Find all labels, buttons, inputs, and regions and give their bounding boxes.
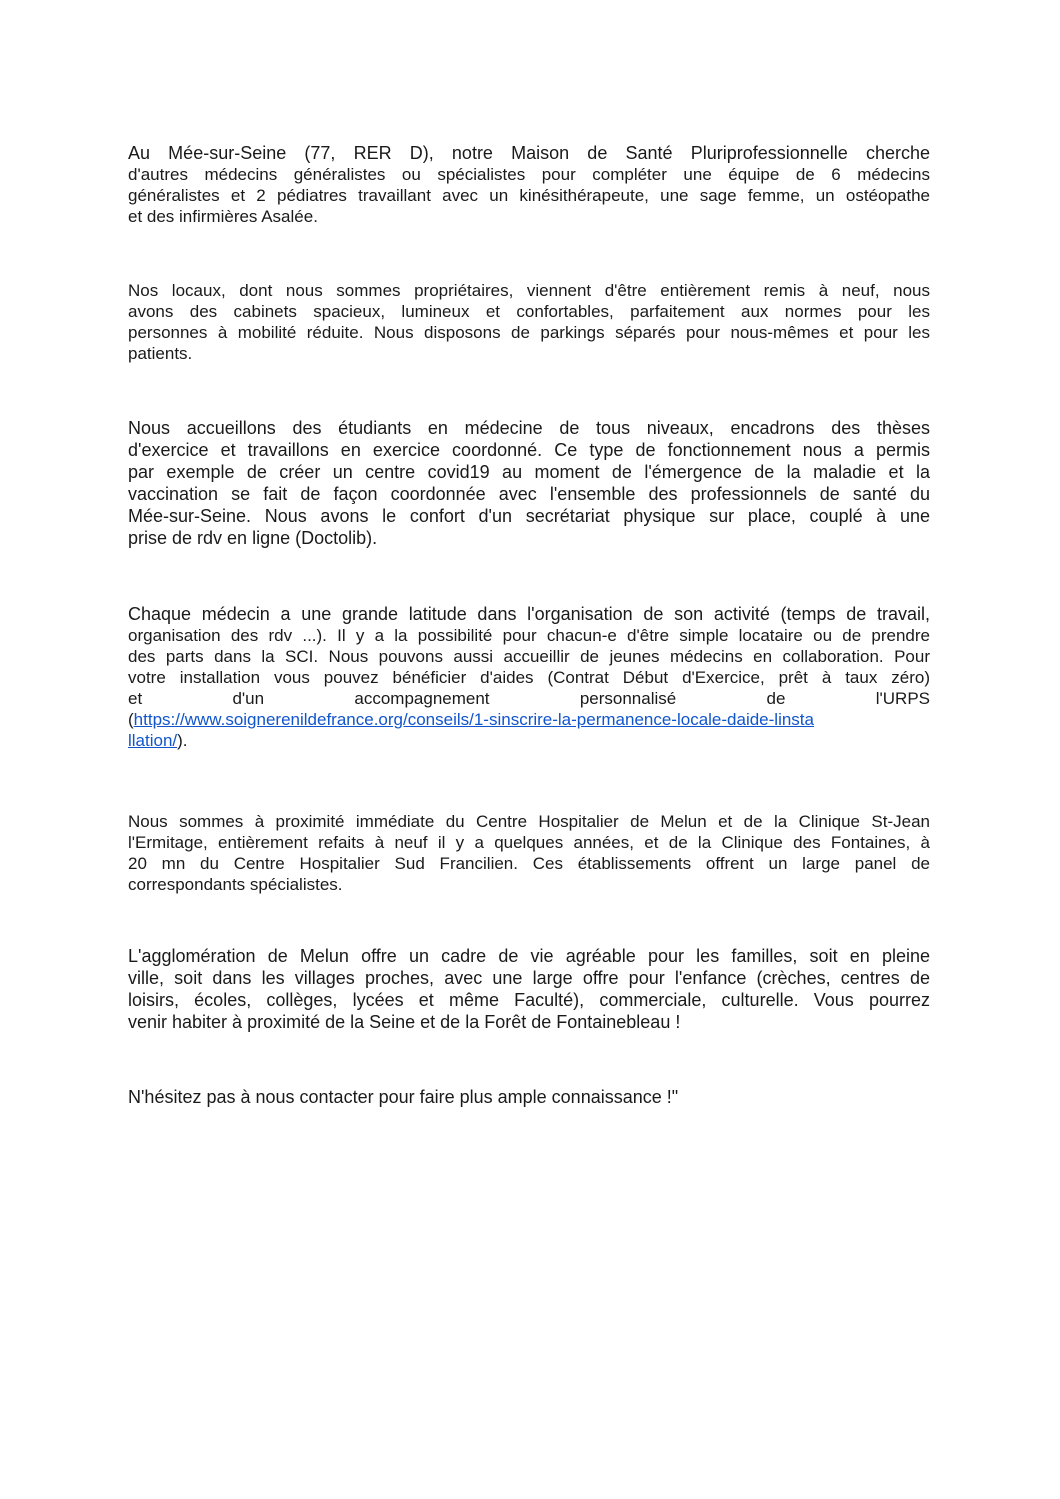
text-line: organisation des rdv ...). Il y a la possibilité pour chacun-e d'être simple locataire ou de prendre <box>128 626 930 645</box>
link-line <box>128 730 930 751</box>
paragraph-hospitals <box>128 811 930 895</box>
text-line: Nous sommes à proximité immédiate du Centre Hospitalier de Melun et de la Clinique St-Jean <box>128 812 930 831</box>
link-open-paren: ( <box>128 710 134 729</box>
paragraph-organisation <box>128 603 930 751</box>
text-line: Nous accueillons des étudiants en médecine de tous niveaux, encadrons des thèses <box>128 418 930 438</box>
text-line: Chaque médecin a une grande latitude dans l'organisation de son activité (temps de travail, <box>128 604 930 624</box>
text-line: et d'un accompagnement personnalisé de l'URPS <box>128 689 930 708</box>
paragraph-students <box>128 417 930 549</box>
text-line: Au Mée-sur-Seine (77, RER D), notre Maison de Santé Pluriprofessionnelle cherche <box>128 143 930 163</box>
text-line: des parts dans la SCI. Nous pouvons aussi accueillir de jeunes médecins en collaboration. Pour <box>128 647 930 666</box>
text-line: ville, soit dans les villages proches, avec une large offre pour l'enfance (crèches, centres de <box>128 968 930 988</box>
text-line: votre installation vous pouvez bénéficier d'aides (Contrat Début d'Exercice, prêt à taux zéro) <box>128 668 930 687</box>
urps-link[interactable]: https://www.soignerenildefrance.org/conseils/1-sinscrire-la-permanence-locale-daide-linsta <box>133 710 814 729</box>
text-line: loisirs, écoles, collèges, lycées et même Faculté), commerciale, culturelle. Vous pourrez <box>128 990 930 1010</box>
link-line <box>128 709 930 730</box>
text-line: généralistes et 2 pédiatres travaillant avec un kinésithérapeute, une sage femme, un ostéopathe <box>128 186 930 205</box>
text-line: par exemple de créer un centre covid19 au moment de l'émergence de la maladie et la <box>128 462 930 482</box>
text-line: L'agglomération de Melun offre un cadre de vie agréable pour les familles, soit en pleine <box>128 946 930 966</box>
text-line: N'hésitez pas à nous contacter pour faire plus ample connaissance !" <box>128 1087 679 1107</box>
text-line: d'autres médecins généralistes ou spécialistes pour compléter une équipe de 6 médecins <box>128 165 930 184</box>
text-line: Nos locaux, dont nous sommes propriétaires, viennent d'être entièrement remis à neuf, nous <box>128 281 930 300</box>
paragraph-contact <box>128 1086 930 1108</box>
text-line: personnes à mobilité réduite. Nous disposons de parkings séparés pour nous-mêmes et pour les <box>128 323 930 342</box>
text-line: 20 mn du Centre Hospitalier Sud Francilien. Ces établissements offrent un large panel de <box>128 854 930 873</box>
text-line: avons des cabinets spacieux, lumineux et confortables, parfaitement aux normes pour les <box>128 302 930 321</box>
urps-link-continued[interactable]: llation/ <box>128 731 178 750</box>
text-line: venir habiter à proximité de la Seine et de la Forêt de Fontainebleau ! <box>128 1012 681 1032</box>
link-close-paren: ). <box>177 731 188 750</box>
text-line: l'Ermitage, entièrement refaits à neuf il y a quelques années, et de la Clinique des Fontaines, à <box>128 833 930 852</box>
paragraph-living <box>128 945 930 1033</box>
text-line: prise de rdv en ligne (Doctolib). <box>128 528 378 548</box>
paragraph-premises <box>128 280 930 364</box>
text-line: correspondants spécialistes. <box>128 875 343 894</box>
text-line: patients. <box>128 344 193 363</box>
text-line: et des infirmières Asalée. <box>128 207 318 226</box>
text-line: d'exercice et travaillons en exercice coordonné. Ce type de fonctionnement nous a permis <box>128 440 930 460</box>
text-line: Mée-sur-Seine. Nous avons le confort d'un secrétariat physique sur place, couplé à une <box>128 506 930 526</box>
paragraph-intro <box>128 142 930 227</box>
text-line: vaccination se fait de façon coordonnée avec l'ensemble des professionnels de santé du <box>128 484 930 504</box>
